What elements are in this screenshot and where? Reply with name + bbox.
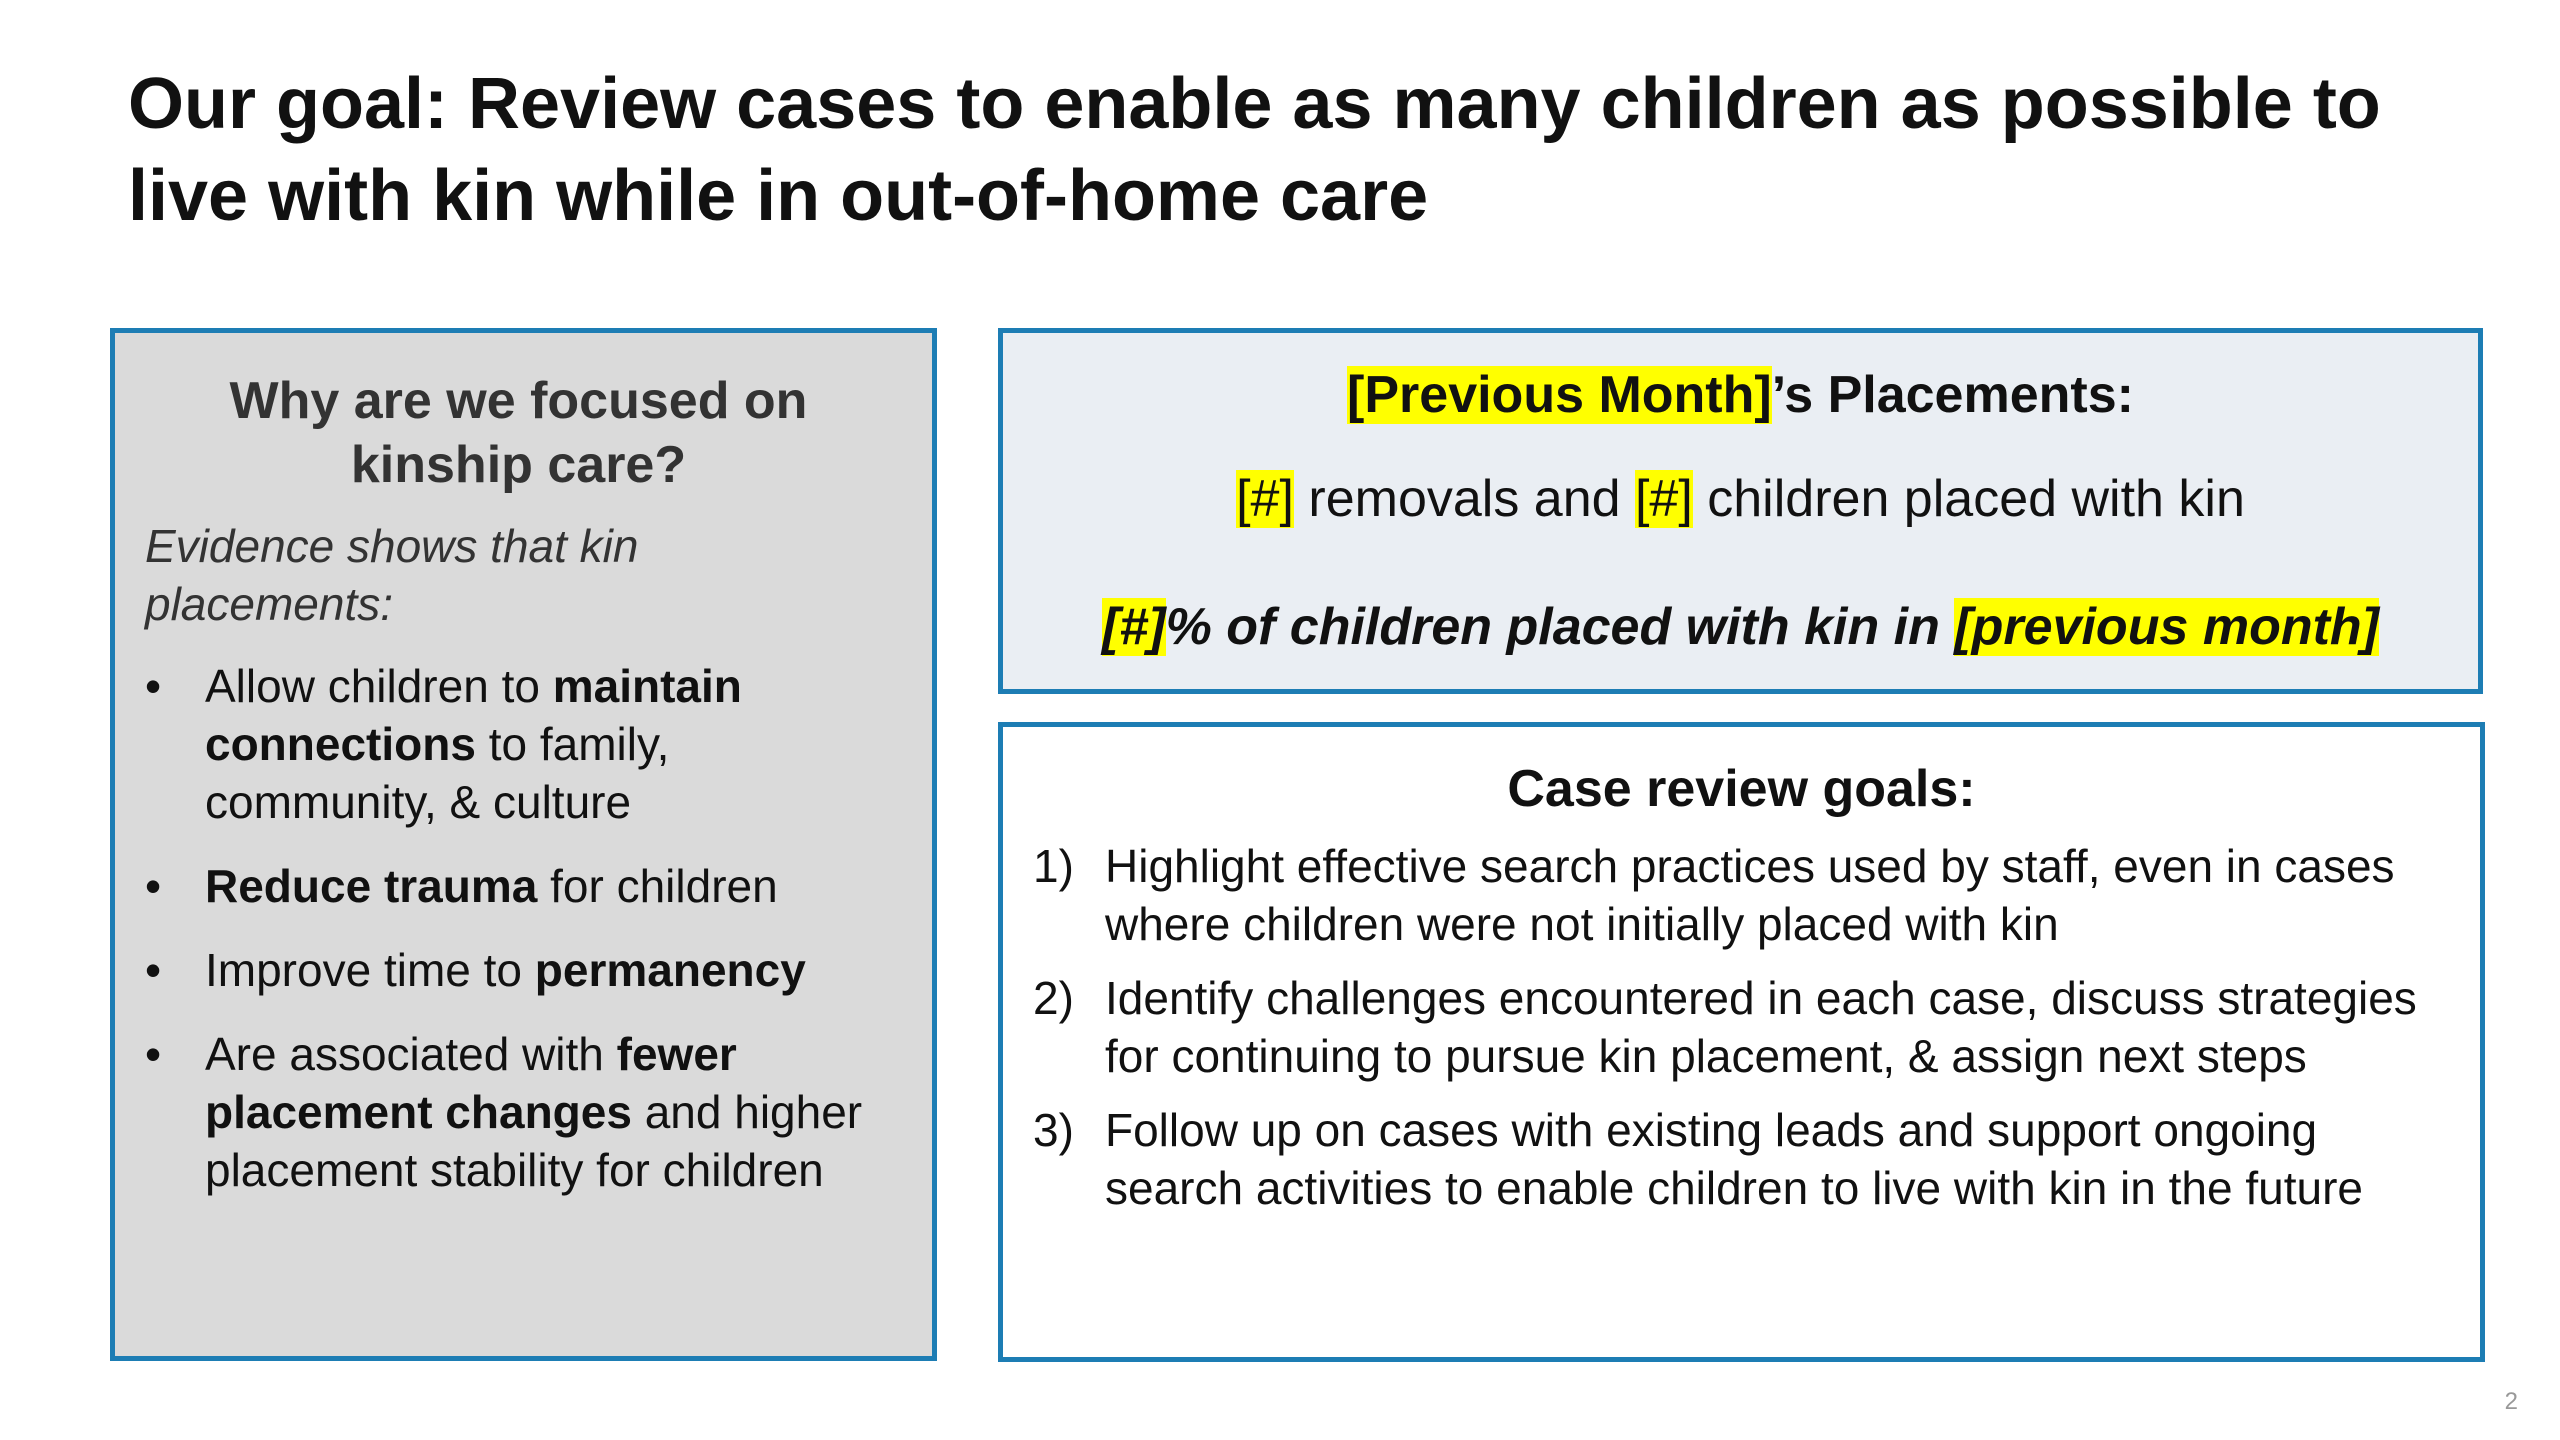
kin-text: children placed with kin	[1692, 470, 2245, 528]
evidence-intro: Evidence shows that kin placements:	[145, 520, 639, 630]
goals-list	[1033, 837, 2450, 1217]
kin-count-placeholder: [#]	[1634, 470, 1693, 528]
list-item	[145, 857, 892, 915]
bullet-text-pre: Are associated with	[205, 1028, 617, 1080]
slide-title: Our goal: Review cases to enable as many children as possible to live with kin while in out-of-home care	[128, 64, 2381, 236]
bullet-icon: •	[145, 1028, 162, 1080]
bullet-text-post: and higher placement stability for children	[205, 1086, 863, 1196]
bullet-text-pre: Allow children to	[205, 660, 553, 712]
kinship-heading: Why are we focused on kinship care?	[229, 372, 808, 494]
bullet-text-pre: Improve time to	[205, 944, 535, 996]
kin-percentage-line	[1003, 595, 2478, 659]
list-item	[1033, 1101, 2450, 1217]
placements-heading-text: ’s Placements:	[1771, 366, 2134, 424]
list-item	[1033, 837, 2450, 953]
bullet-text-post: to family, community, & culture	[205, 718, 670, 828]
list-item	[145, 657, 892, 831]
placements-panel	[998, 328, 2483, 694]
removals-line	[1003, 467, 2478, 531]
percentage-placeholder: [#]	[1102, 598, 1166, 656]
removals-text: removals and	[1293, 470, 1635, 528]
bullet-text-bold: maintain connections	[205, 660, 742, 770]
percentage-text: % of children placed with kin in	[1165, 598, 1955, 656]
bullet-icon: •	[145, 660, 162, 712]
goal-number: 3)	[1033, 1104, 1074, 1156]
goal-text: Follow up on cases with existing leads and support ongoing search activities to enable children to live with kin in the future	[1105, 1104, 2363, 1214]
bullet-text-bold: permanency	[534, 944, 806, 996]
goals-heading: Case review goals:	[1507, 760, 1976, 818]
bullet-text-post: for children	[537, 860, 778, 912]
list-item	[1033, 969, 2450, 1085]
evidence-list	[145, 657, 892, 1199]
case-review-goals-panel	[998, 722, 2485, 1362]
goal-number: 1)	[1033, 840, 1074, 892]
goal-text: Highlight effective search practices used by staff, even in cases where children were not initially placed with kin	[1105, 840, 2395, 950]
list-item	[145, 941, 892, 999]
bullet-text-bold: Reduce trauma	[205, 860, 538, 912]
bullet-icon: •	[145, 944, 162, 996]
placements-heading	[1003, 363, 2478, 427]
bullet-text-bold: fewer placement changes	[205, 1028, 737, 1138]
bullet-icon: •	[145, 860, 162, 912]
page-number: 2	[2504, 1388, 2518, 1415]
goal-number: 2)	[1033, 972, 1074, 1024]
previous-month-placeholder: [Previous Month]	[1347, 366, 1772, 424]
removals-count-placeholder: [#]	[1236, 470, 1294, 528]
list-item	[145, 1025, 892, 1199]
month-placeholder: [previous month]	[1954, 598, 2379, 656]
kinship-care-panel	[110, 328, 937, 1361]
goal-text: Identify challenges encountered in each case, discuss strategies for continuing to pursue kin placement, & assign next steps	[1105, 972, 2417, 1082]
